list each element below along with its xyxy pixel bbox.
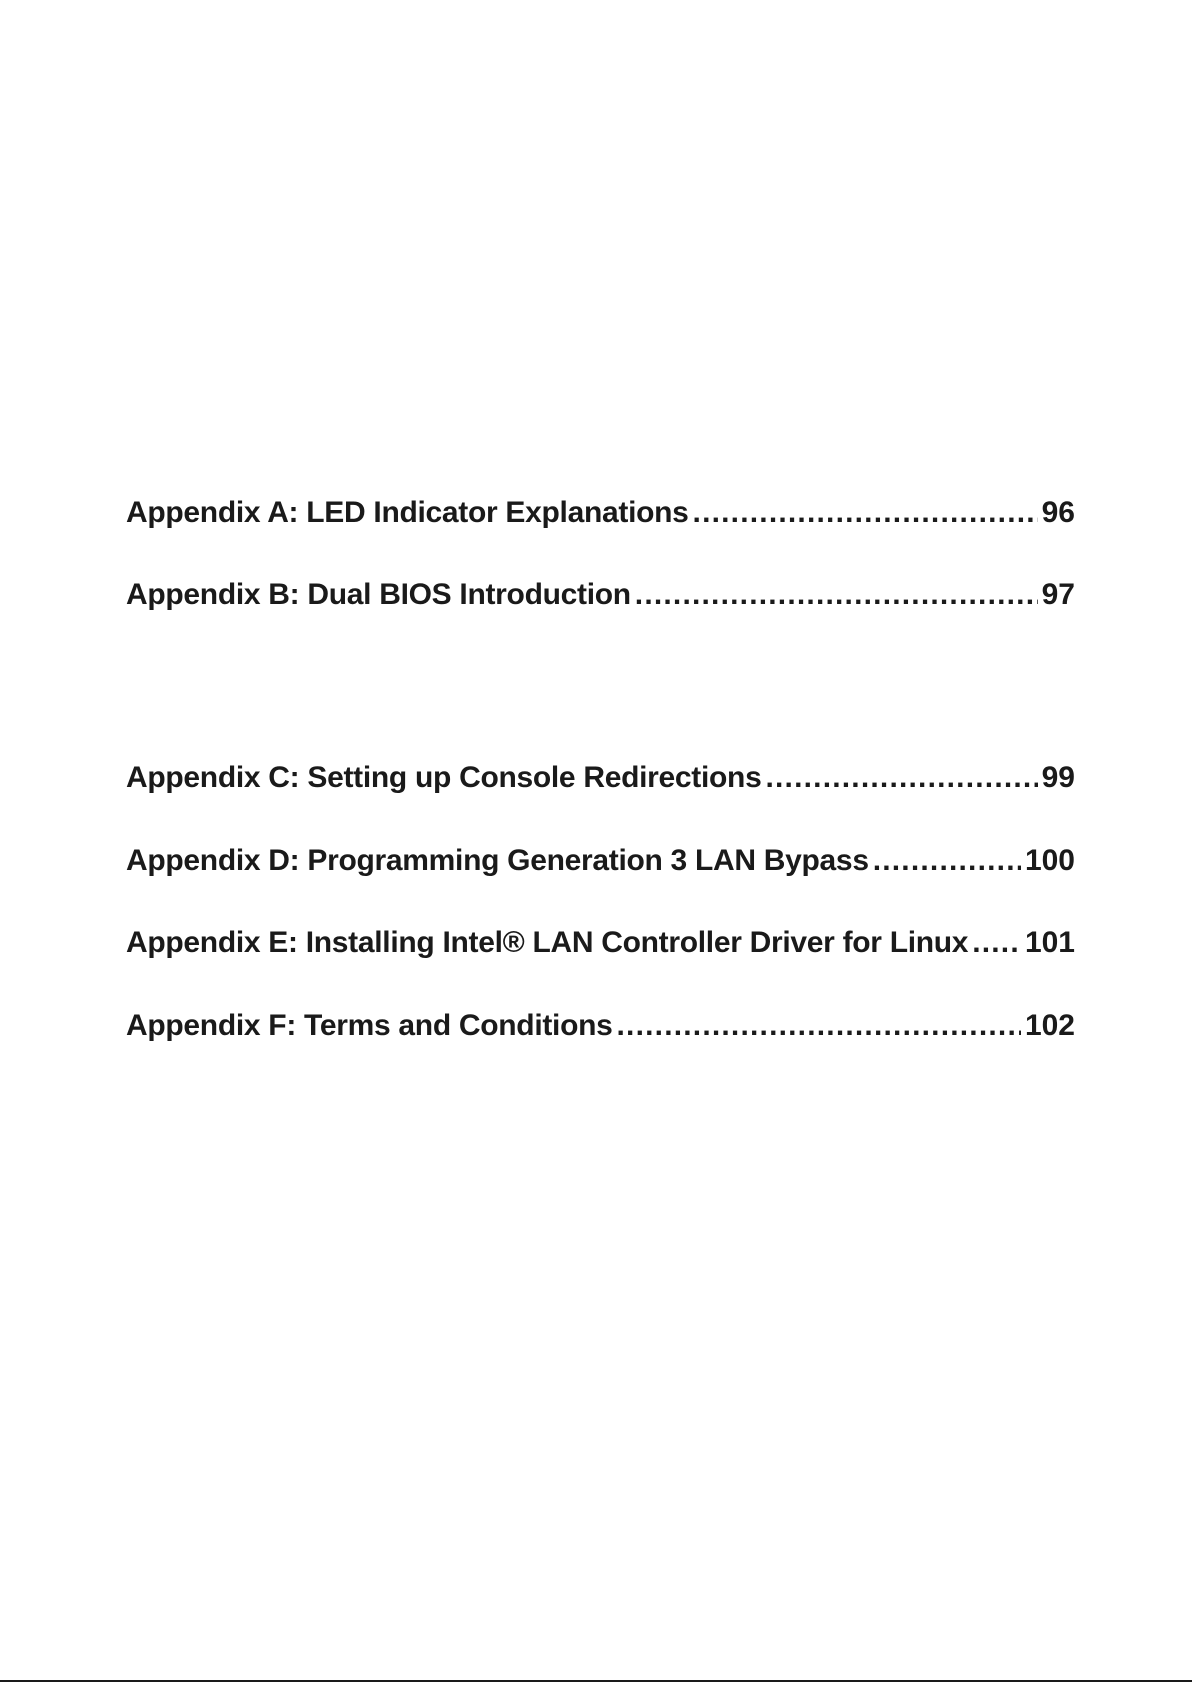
toc-entry-appendix-f[interactable]	[126, 1004, 1075, 1048]
toc-dot-leader	[972, 921, 1021, 965]
page-bottom-rule	[0, 1680, 1192, 1682]
toc-entry-page: 96	[1041, 496, 1075, 529]
toc-entry-title: Appendix E: Installing Intel® LAN Controller Driver for Linux	[126, 926, 969, 959]
toc-entry-page: 102	[1024, 1009, 1075, 1042]
toc-entry-appendix-b[interactable]	[126, 573, 1075, 617]
table-of-contents	[126, 0, 1075, 1685]
toc-entry-page: 101	[1024, 926, 1075, 959]
toc-entry-appendix-a[interactable]	[126, 491, 1075, 535]
toc-entry-title: Appendix B: Dual BIOS Introduction	[126, 578, 631, 611]
toc-dot-leader	[765, 756, 1037, 800]
toc-entry-title: Appendix F: Terms and Conditions	[126, 1009, 613, 1042]
toc-dot-leader	[635, 573, 1038, 617]
toc-entry-appendix-d[interactable]	[126, 839, 1075, 883]
toc-entry-appendix-e[interactable]	[126, 921, 1075, 965]
toc-entry-page: 97	[1041, 578, 1075, 611]
toc-entry-page: 99	[1041, 761, 1075, 794]
toc-entry-title: Appendix A: LED Indicator Explanations	[126, 496, 689, 529]
toc-dot-leader	[693, 491, 1038, 535]
toc-entry-title: Appendix C: Setting up Console Redirections	[126, 761, 762, 794]
toc-entry-title: Appendix D: Programming Generation 3 LAN Bypass	[126, 844, 869, 877]
toc-dot-leader	[617, 1004, 1021, 1048]
toc-dot-leader	[873, 839, 1021, 883]
toc-entry-page: 100	[1024, 844, 1075, 877]
toc-entry-appendix-c[interactable]	[126, 756, 1075, 800]
